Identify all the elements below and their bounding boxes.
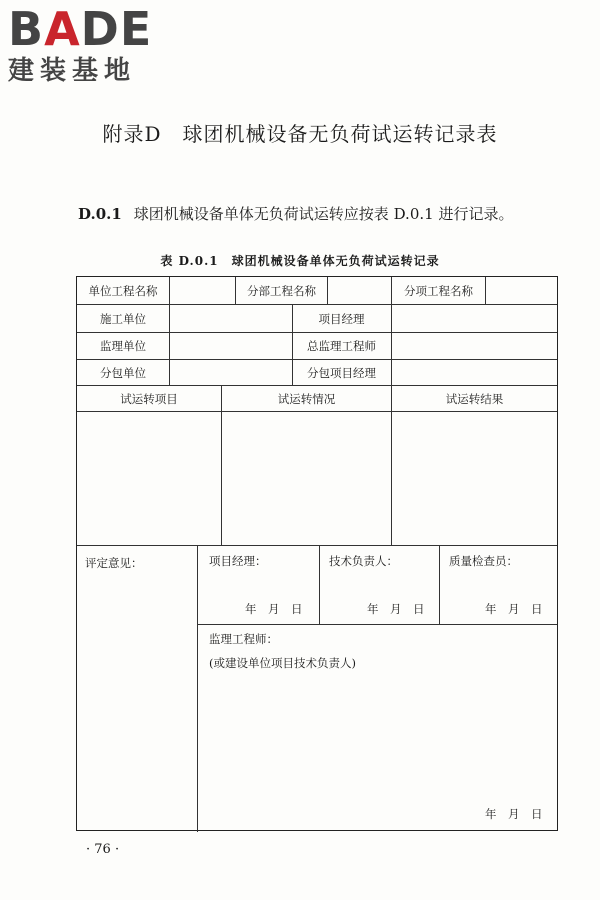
unit-project-label: 单位工程名称 (88, 283, 158, 298)
clause-number: D.0.1 (78, 205, 122, 223)
item-project-value[interactable] (486, 277, 557, 304)
table-caption: 表 D.0.1 球团机械设备单体无负荷试运转记录 (160, 254, 440, 268)
eval-project-manager: 项目经理： (209, 554, 267, 568)
item-project-label: 分项工程名称 (404, 283, 473, 298)
subcontract-manager-label: 分包项目经理 (307, 365, 376, 380)
division-project-value[interactable] (328, 277, 391, 304)
clause-paragraph (78, 202, 560, 227)
page-number: · 76 · (86, 842, 120, 857)
project-manager-label: 项目经理 (318, 311, 365, 326)
eval-supervisor: 监理工程师： (209, 632, 278, 646)
eval-tech-lead: 技术负责人： (329, 554, 398, 568)
trial-result-header: 试运转结果 (445, 391, 504, 406)
division-project-label: 分部工程名称 (247, 283, 316, 298)
construction-unit-label: 施工单位 (100, 311, 146, 326)
supervision-unit-label: 监理单位 (100, 339, 146, 353)
evaluation-label: 评定意见： (85, 556, 143, 570)
record-table (76, 276, 558, 831)
appendix-title: 附录D 球团机械设备无负荷试运转记录表 (102, 122, 498, 146)
eval-supervisor-note: (或建设单位项目技术负责人) (209, 656, 356, 670)
unit-project-value[interactable] (170, 277, 235, 304)
logo-subtitle: 建装基地 (8, 56, 137, 86)
logo-brand-text: BADE (8, 2, 153, 56)
eval-quality-inspector-date: 年 月 日 (485, 602, 543, 616)
subcontract-unit-label: 分包单位 (100, 365, 146, 380)
chief-supervisor-label: 总监理工程师 (307, 339, 376, 353)
clause-text: 球团机械设备单体无负荷试运转应按表 D.0.1 进行记录。 (133, 205, 514, 223)
logo-brand (8, 4, 178, 54)
eval-quality-inspector: 质量检查员： (449, 554, 518, 568)
trial-status-header: 试运转情况 (277, 391, 336, 406)
eval-project-manager-date: 年 月 日 (245, 602, 303, 616)
eval-tech-lead-date: 年 月 日 (367, 602, 425, 616)
trial-item-header: 试运转项目 (120, 391, 178, 406)
eval-supervisor-date: 年 月 日 (485, 807, 543, 821)
watermark-logo (8, 4, 178, 88)
